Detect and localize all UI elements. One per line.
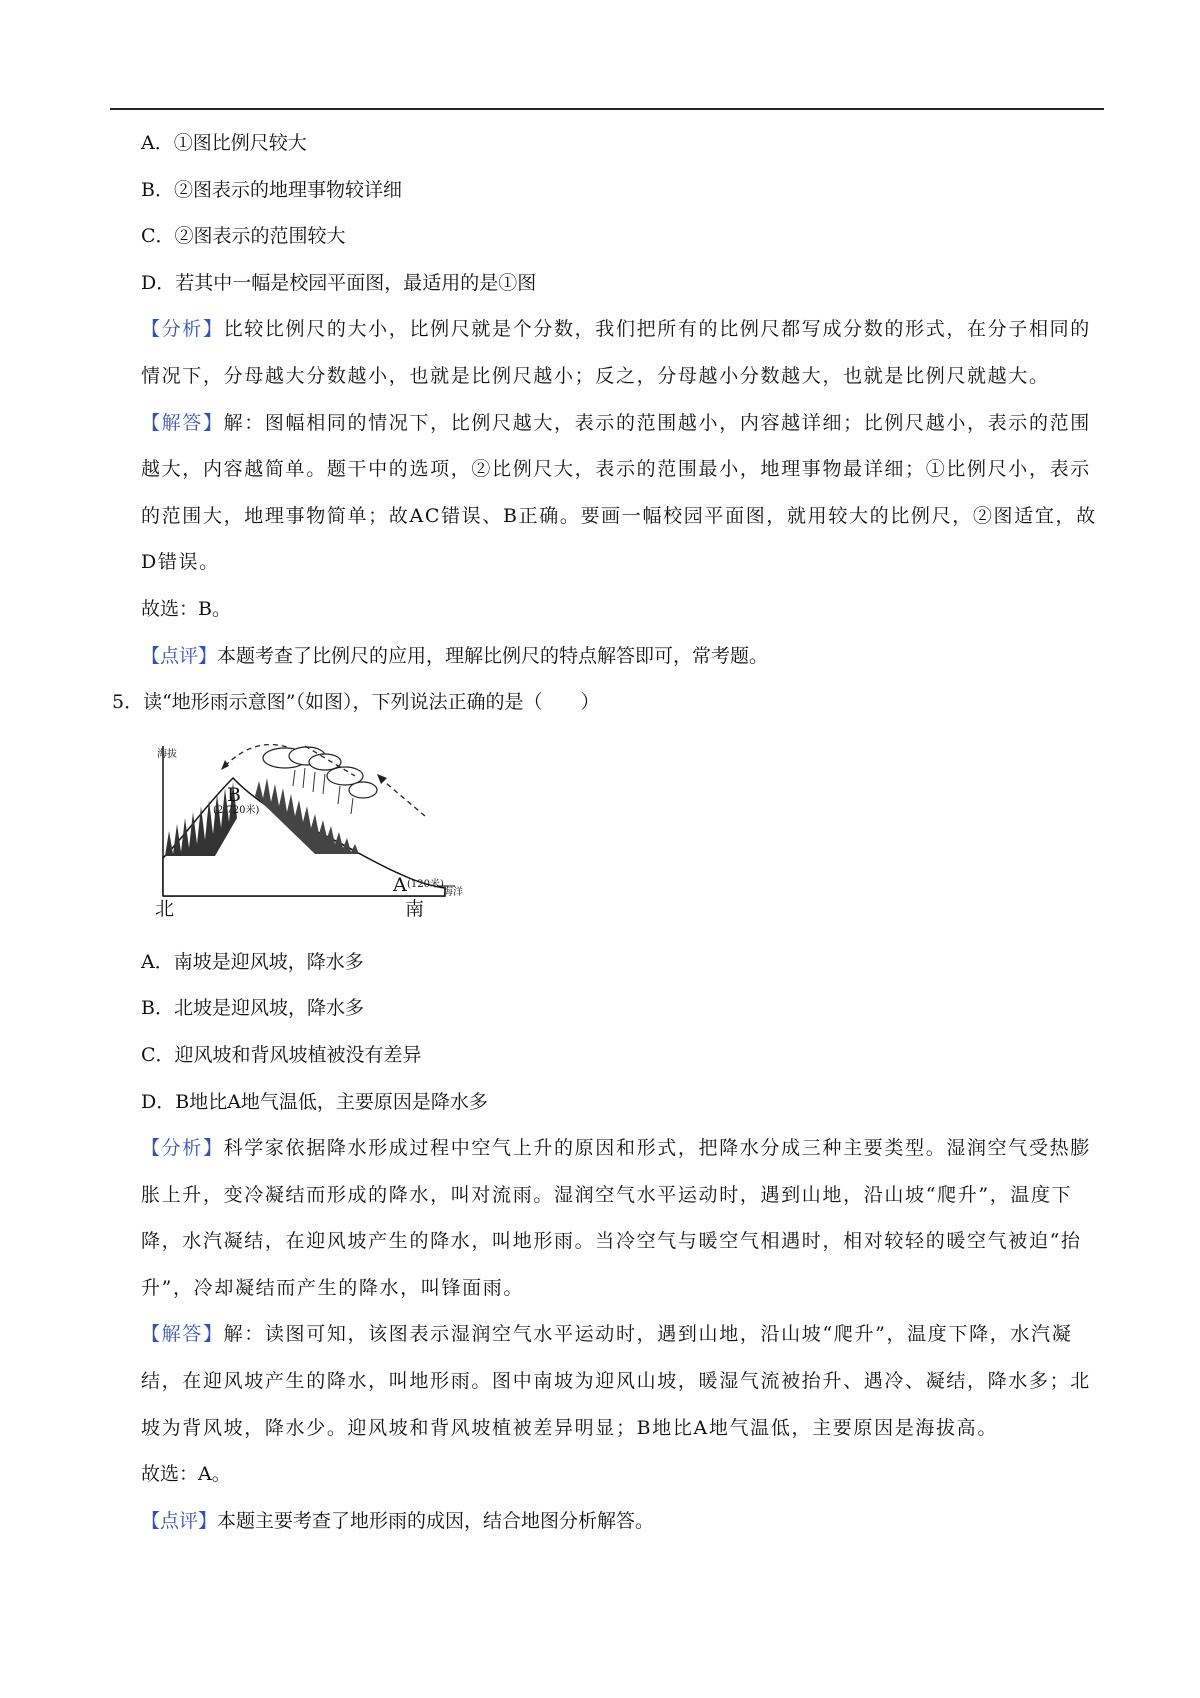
q5-analysis-text: 科学家依据降水形成过程中空气上升的原因和形式，把降水分成三种主要类型。湿润空气受热膨胀上升，变冷凝结而形成的降水，叫对流雨。湿润空气水平运动时，遇到山地，沿山坡“爬升”，温度下降，水汽凝结，在迎风坡产生的降水，叫地形雨。当冷空气与暖空气相遇时，相对较轻的暖空气被迫“抬升”，冷却凝结而产生的降水，叫锋面雨。 xyxy=(141,1137,1091,1299)
q5-answer-tag: 【解答】 xyxy=(141,1323,224,1346)
q5-answer-paragraph xyxy=(141,1311,1111,1451)
answer-tag: 【解答】 xyxy=(141,411,224,434)
analysis-text: 比较比例尺的大小，比例尺就是个分数，我们把所有的比例尺都写成分数的形式，在分子相同的情况下，分母越大分数越小，也就是比例尺越小；反之，分母越小分数越大，也就是比例尺就越大。 xyxy=(141,318,1091,387)
q5-comment-text: 本题主要考查了地形雨的成因，结合地图分析解答。 xyxy=(217,1509,655,1532)
sea-label: 海洋 xyxy=(443,886,463,898)
answer-paragraph xyxy=(141,400,1111,586)
question-5-title: 5．读“地形雨示意图”（如图），下列说法正确的是（ ） xyxy=(112,691,600,714)
comment-tag: 【点评】 xyxy=(141,644,218,667)
q5-option-d: D．B地比A地气温低，主要原因是降水多 xyxy=(141,1090,488,1113)
answer-text: 解：图幅相同的情况下，比例尺越大，表示的范围越小，内容越详细；比例尺越小，表示的范围越大，内容越简单。题干中的选项，②比例尺大，表示的范围最小，地理事物最详细；①比例尺小，表示的范围大，地理事物简单；故AC错误、B正确。要画一幅校园平面图，就用较大的比例尺，②图适宜，故D错误。 xyxy=(141,411,1097,574)
peak-height: (2 720米) xyxy=(213,804,260,816)
q5-option-b: B．北坡是迎风坡，降水多 xyxy=(141,997,364,1020)
base-label: A xyxy=(393,873,407,896)
header-rule xyxy=(110,108,1104,110)
orographic-rain-diagram xyxy=(155,736,495,921)
base-height: (120米) xyxy=(407,878,444,890)
comment-line xyxy=(141,633,1111,680)
q5-option-a: A．南坡是迎风坡，降水多 xyxy=(141,950,364,973)
q5-analysis-tag: 【分析】 xyxy=(141,1137,224,1160)
comment-text: 本题考查了比例尺的应用，理解比例尺的特点解答即可，常考题。 xyxy=(217,644,769,667)
q5-choice-line: 故选：A。 xyxy=(141,1463,231,1486)
altitude-label: 海拔 xyxy=(157,748,177,760)
peak-label: B xyxy=(227,783,241,806)
q5-option-c: C．迎风坡和背风坡植被没有差异 xyxy=(141,1043,422,1066)
page-content xyxy=(112,120,1111,1544)
q5-answer-text: 解：读图可知，该图表示湿润空气水平运动时，遇到山地，沿山坡“爬升”，温度下降，水汽凝结，在迎风坡产生的降水，叫地形雨。图中南坡为迎风山坡，暖湿气流被抬升、遇冷、凝结，降水多；北坡为背风坡，降水少。迎风坡和背风坡植被差异明显；B地比A地气温低，主要原因是海拔高。 xyxy=(141,1323,1091,1439)
analysis-tag: 【分析】 xyxy=(141,318,224,341)
q5-analysis-paragraph xyxy=(141,1125,1111,1311)
south-label: 南 xyxy=(405,897,425,920)
q5-comment-line xyxy=(141,1498,1111,1545)
north-label: 北 xyxy=(155,897,175,920)
q5-comment-tag: 【点评】 xyxy=(141,1509,218,1532)
option-d: D．若其中一幅是校园平面图，最适用的是①图 xyxy=(141,271,537,294)
option-c: C．②图表示的范围较大 xyxy=(141,225,346,248)
option-a: A．①图比例尺较大 xyxy=(141,132,307,154)
choice-line: 故选：B。 xyxy=(141,597,231,620)
analysis-paragraph xyxy=(141,306,1111,399)
option-b: B．②图表示的地理事物较详细 xyxy=(141,178,402,201)
